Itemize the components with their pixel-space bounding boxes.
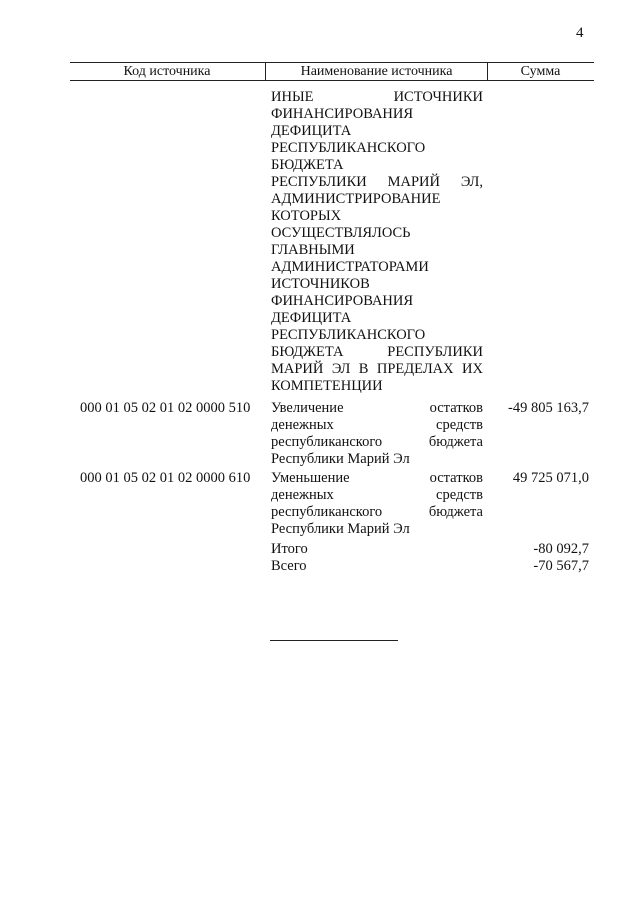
total-label-itogo — [271, 541, 483, 558]
row-name-line: республиканского бюджета — [271, 434, 483, 450]
header-sum: Сумма — [520, 64, 561, 79]
section-heading — [271, 89, 483, 395]
heading-line: ОСУЩЕСТВЛЯЛОСЬ — [271, 225, 411, 241]
total-sum-vsego: -70 567,7 — [533, 558, 589, 574]
row-name-line: денежных средств — [271, 417, 483, 433]
heading-line: ИНЫЕ ИСТОЧНИКИ — [271, 89, 483, 105]
heading-line: БЮДЖЕТА РЕСПУБЛИКИ — [271, 344, 483, 360]
heading-line: ИСТОЧНИКОВ — [271, 276, 370, 292]
total-label: Всего — [271, 558, 307, 574]
row-code: 000 01 05 02 01 02 0000 510 — [80, 400, 251, 416]
header-code: Код источника — [123, 64, 211, 79]
heading-line: ФИНАНСИРОВАНИЯ — [271, 293, 414, 309]
footer-divider — [270, 640, 398, 641]
page-number: 4 — [576, 25, 584, 41]
heading-line: АДМИНИСТРИРОВАНИЕ — [271, 191, 441, 207]
row-name-line: денежных средств — [271, 487, 483, 503]
row-name-line: Республики Марий Эл — [271, 451, 410, 467]
heading-line: ФИНАНСИРОВАНИЯ — [271, 106, 414, 122]
table-header — [70, 62, 594, 81]
heading-line: КОМПЕТЕНЦИИ — [271, 378, 383, 394]
heading-line: АДМИНИСТРАТОРАМИ — [271, 259, 429, 275]
row-name-line: Увеличение остатков — [271, 400, 483, 416]
heading-line: РЕСПУБЛИКИ МАРИЙ ЭЛ, — [271, 174, 483, 190]
row-name-line: республиканского бюджета — [271, 504, 483, 520]
row-sum: -49 805 163,7 — [508, 400, 589, 416]
heading-line: РЕСПУБЛИКАНСКОГО — [271, 140, 426, 156]
heading-line: КОТОРЫХ — [271, 208, 342, 224]
heading-line: МАРИЙ ЭЛ В ПРЕДЕЛАХ ИХ — [271, 361, 483, 377]
total-label: Итого — [271, 541, 308, 557]
total-sum-itogo: -80 092,7 — [533, 541, 589, 557]
total-label-vsego — [271, 558, 483, 575]
heading-line: ГЛАВНЫМИ — [271, 242, 355, 258]
row-name — [271, 400, 483, 468]
heading-line: БЮДЖЕТА — [271, 157, 344, 173]
row-code: 000 01 05 02 01 02 0000 610 — [80, 470, 251, 486]
row-sum: 49 725 071,0 — [512, 470, 589, 486]
row-name — [271, 470, 483, 538]
header-name: Наименование источника — [265, 63, 488, 80]
row-name-line: Республики Марий Эл — [271, 521, 410, 537]
heading-line: ДЕФИЦИТА — [271, 123, 352, 139]
heading-line: РЕСПУБЛИКАНСКОГО — [271, 327, 426, 343]
heading-line: ДЕФИЦИТА — [271, 310, 352, 326]
row-name-line: Уменьшение остатков — [271, 470, 483, 486]
